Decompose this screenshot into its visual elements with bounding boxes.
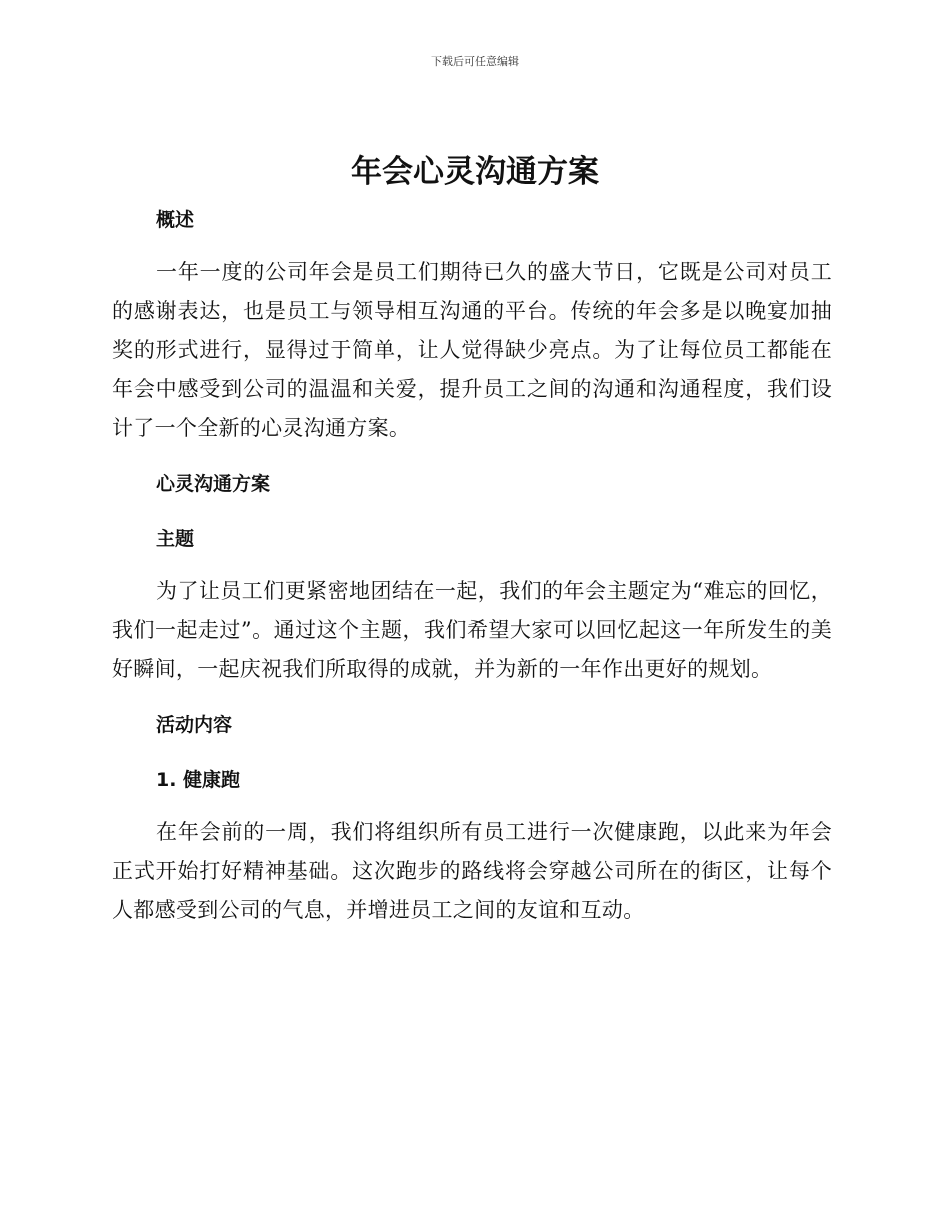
document-title: 年会心灵沟通方案 (351, 154, 599, 190)
activity-heading: 活动内容 (156, 714, 233, 736)
run-paragraph: 在年会前的一周，我们将组织所有员工进行一次健康跑，以此来为年会正式开始打好精神基础。这次跑步的路线将会穿越公司所在的街区，让每个人都感受到公司的气息，并增进员工之间的友谊和互动。 (112, 820, 832, 922)
overview-paragraph: 一年一度的公司年会是员工们期待已久的盛大节日，它既是公司对员工的感谢表达，也是员工与领导相互沟通的平台。传统的年会多是以晚宴加抽奖的形式进行，显得过于简单，让人觉得缺少亮点。为了让每位员工都能在年会中感受到公司的温温和关爱，提升员工之间的沟通和沟通程度，我们设计了一个全新的心灵沟通方案。 (112, 260, 832, 440)
page-header: 下载后可任意编辑 (431, 55, 519, 68)
run-heading: 1. 健康跑 (156, 769, 241, 791)
overview-heading: 概述 (156, 209, 195, 231)
theme-heading: 主题 (156, 528, 195, 550)
document-body (112, 198, 832, 944)
theme-paragraph: 为了让员工们更紧密地团结在一起，我们的年会主题定为“难忘的回忆，我们一起走过”。通过这个主题，我们希望大家可以回忆起这一年所发生的美好瞬间，一起庆祝我们所取得的成就，并为新的一年作出更好的规划。 (112, 579, 832, 681)
plan-heading: 心灵沟通方案 (156, 473, 271, 495)
